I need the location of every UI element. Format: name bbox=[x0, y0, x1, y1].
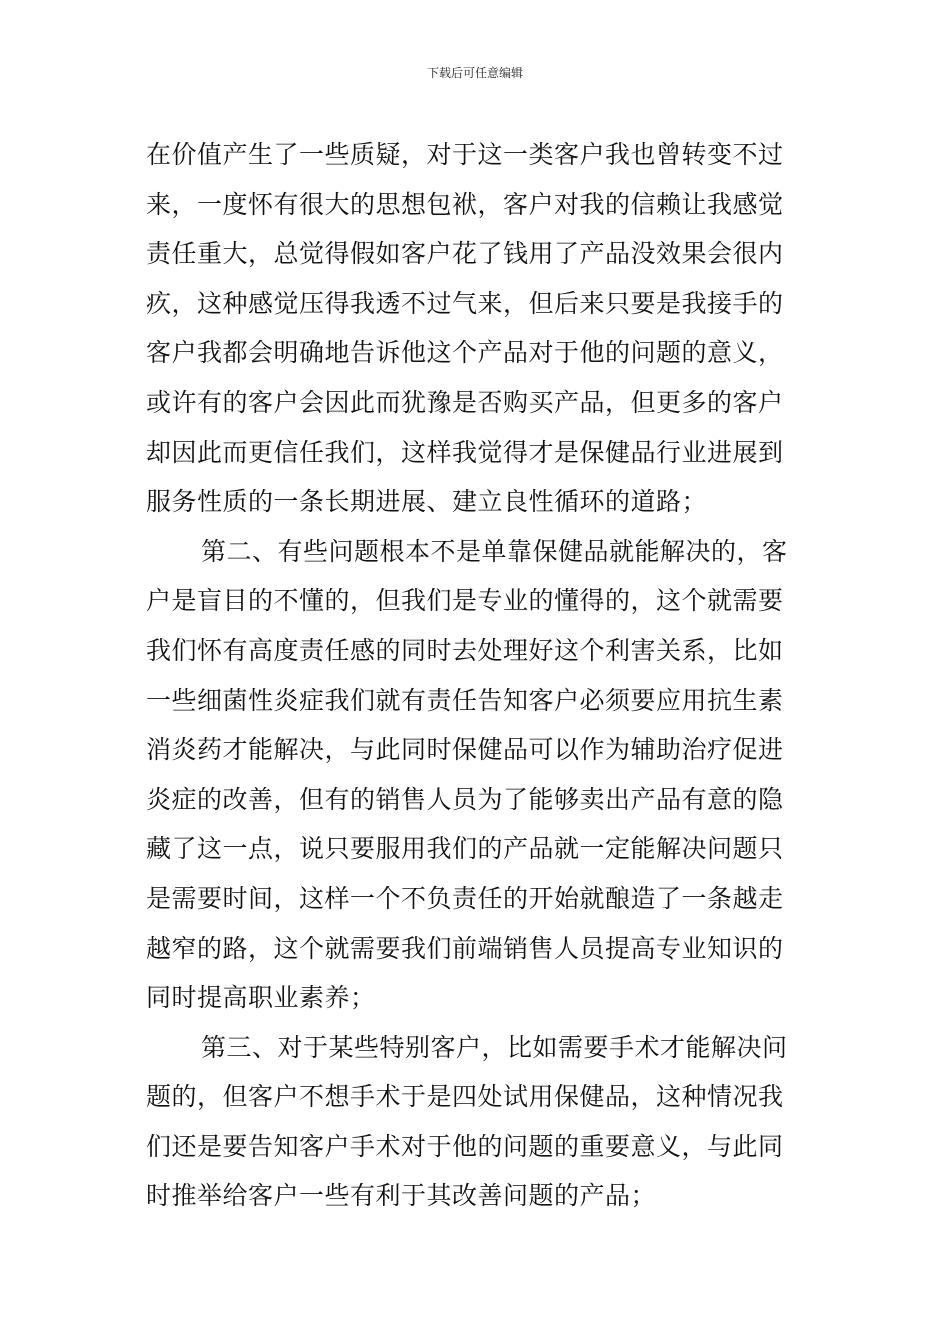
text-line: 户是盲目的不懂的，但我们是专业的懂得的，这个就需要 bbox=[146, 586, 784, 616]
text-line: 客户我都会明确地告诉他这个产品对于他的问题的意义， bbox=[146, 338, 784, 368]
text-line: 服务性质的一条长期进展、建立良性循环的道路； bbox=[146, 487, 708, 517]
body-text bbox=[146, 130, 808, 1221]
header-note: 下载后可任意编辑 bbox=[426, 66, 523, 80]
text-line: 或许有的客户会因此而犹豫是否购买产品，但更多的客户 bbox=[146, 387, 784, 417]
text-line: 是需要时间，这样一个不负责任的开始就酿造了一条越走 bbox=[146, 883, 784, 913]
text-line: 来，一度怀有很大的思想包袱，客户对我的信赖让我感觉 bbox=[146, 189, 784, 219]
text-line: 们还是要告知客户手术对于他的问题的重要意义，与此同 bbox=[146, 1131, 784, 1161]
paragraph-start-line: 第三、对于某些特别客户，比如需要手术才能解决问 bbox=[201, 1032, 788, 1062]
text-line: 我们怀有高度责任感的同时去处理好这个利害关系，比如 bbox=[146, 635, 784, 665]
text-line: 藏了这一点，说只要服用我们的产品就一定能解决问题只 bbox=[146, 834, 784, 864]
text-line: 消炎药才能解决，与此同时保健品可以作为辅助治疗促进 bbox=[146, 735, 784, 765]
text-line: 疚，这种感觉压得我透不过气来，但后来只要是我接手的 bbox=[146, 288, 784, 318]
paragraph-start-line: 第二、有些问题根本不是单靠保健品就能解决的，客 bbox=[201, 536, 788, 566]
text-line: 责任重大，总觉得假如客户花了钱用了产品没效果会很内 bbox=[146, 239, 784, 269]
text-line: 时推举给客户一些有利于其改善问题的产品； bbox=[146, 1181, 657, 1211]
text-line: 在价值产生了一些质疑，对于这一类客户我也曾转变不过 bbox=[146, 140, 784, 169]
text-line: 同时提高职业素养； bbox=[146, 983, 376, 1013]
text-line: 一些细菌性炎症我们就有责任告知客户必须要应用抗生素 bbox=[146, 685, 784, 715]
text-line: 却因此而更信任我们，这样我觉得才是保健品行业进展到 bbox=[146, 437, 784, 467]
text-line: 越窄的路，这个就需要我们前端销售人员提高专业知识的 bbox=[146, 933, 784, 963]
text-line: 炎症的改善，但有的销售人员为了能够卖出产品有意的隐 bbox=[146, 784, 784, 814]
text-line: 题的，但客户不想手术于是四处试用保健品，这种情况我 bbox=[146, 1082, 784, 1112]
